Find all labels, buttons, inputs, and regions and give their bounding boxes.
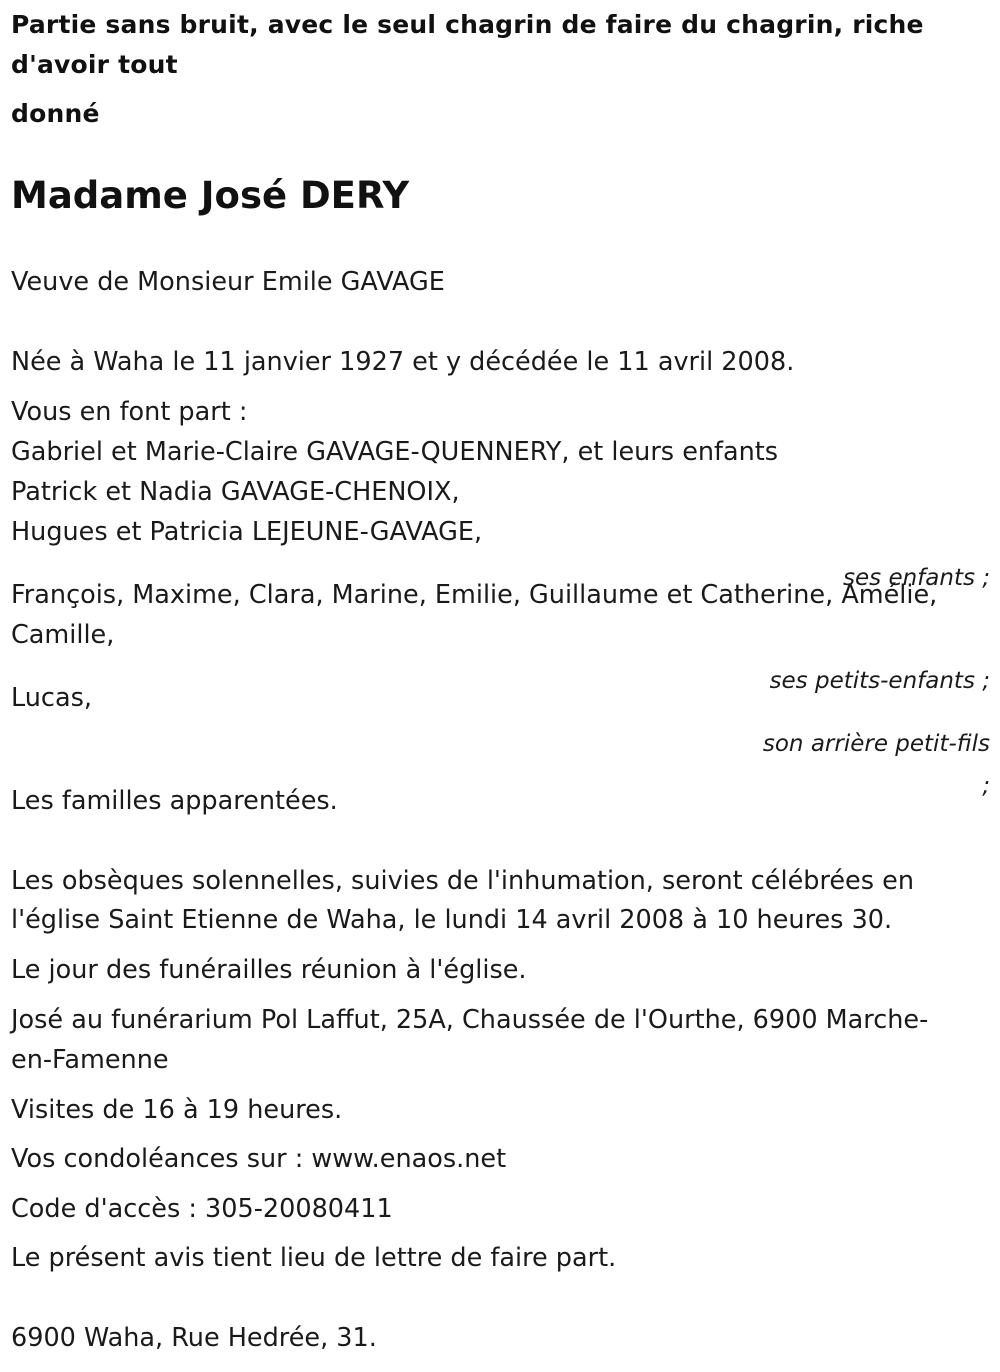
visits-text: Visites de 16 à 19 heures. xyxy=(11,1095,343,1125)
funerarium-line-1: José au funérarium Pol Laffut, 25A, Chaussée de l'Ourthe, 6900 Marche- xyxy=(11,1005,929,1035)
grandchildren-label: ses petits-enfants ; xyxy=(769,668,990,694)
grandchildren-line-2: Camille, xyxy=(11,620,115,650)
announcers-intro: Vous en font part : xyxy=(11,397,248,427)
related-families: Les familles apparentées. xyxy=(11,786,338,816)
great-grandchild-label-2: ; xyxy=(982,773,990,799)
funeral-line-1: Les obsèques solennelles, suivies de l'inhumation, seront célébrées en xyxy=(11,866,914,896)
great-grandchild-label-1: son arrière petit-fils xyxy=(762,731,990,757)
child-line-3: Hugues et Patricia LEJEUNE-GAVAGE, xyxy=(11,517,483,547)
widow-of-text: Veuve de Monsieur Emile GAVAGE xyxy=(11,267,445,297)
deceased-name: Madame José DERY xyxy=(11,174,410,217)
condolences-text: Vos condoléances sur : www.enaos.net xyxy=(11,1144,507,1174)
child-line-2: Patrick et Nadia GAVAGE-CHENOIX, xyxy=(11,477,460,507)
birth-death-text: Née à Waha le 11 janvier 1927 et y décédée le 11 avril 2008. xyxy=(11,347,795,377)
child-line-1: Gabriel et Marie-Claire GAVAGE-QUENNERY, et leurs enfants xyxy=(11,437,779,467)
great-grandchild-line: Lucas, xyxy=(11,683,92,713)
notice-text: Le présent avis tient lieu de lettre de faire part. xyxy=(11,1243,617,1273)
address-text: 6900 Waha, Rue Hedrée, 31. xyxy=(11,1323,377,1353)
funeral-reunion: Le jour des funérailles réunion à l'église. xyxy=(11,955,527,985)
children-label: ses enfants ; xyxy=(843,565,990,591)
access-code-text: Code d'accès : 305-20080411 xyxy=(11,1194,393,1224)
grandchildren-line-1: François, Maxime, Clara, Marine, Emilie, Guillaume et Catherine, Amélie, xyxy=(11,580,938,610)
epigraph-line-3: donné xyxy=(11,99,100,128)
funeral-line-2: l'église Saint Etienne de Waha, le lundi 14 avril 2008 à 10 heures 30. xyxy=(11,905,893,935)
epigraph-line-1: Partie sans bruit, avec le seul chagrin de faire du chagrin, riche xyxy=(11,10,924,39)
funerarium-line-2: en-Famenne xyxy=(11,1045,169,1075)
epigraph-line-2: d'avoir tout xyxy=(11,50,178,79)
